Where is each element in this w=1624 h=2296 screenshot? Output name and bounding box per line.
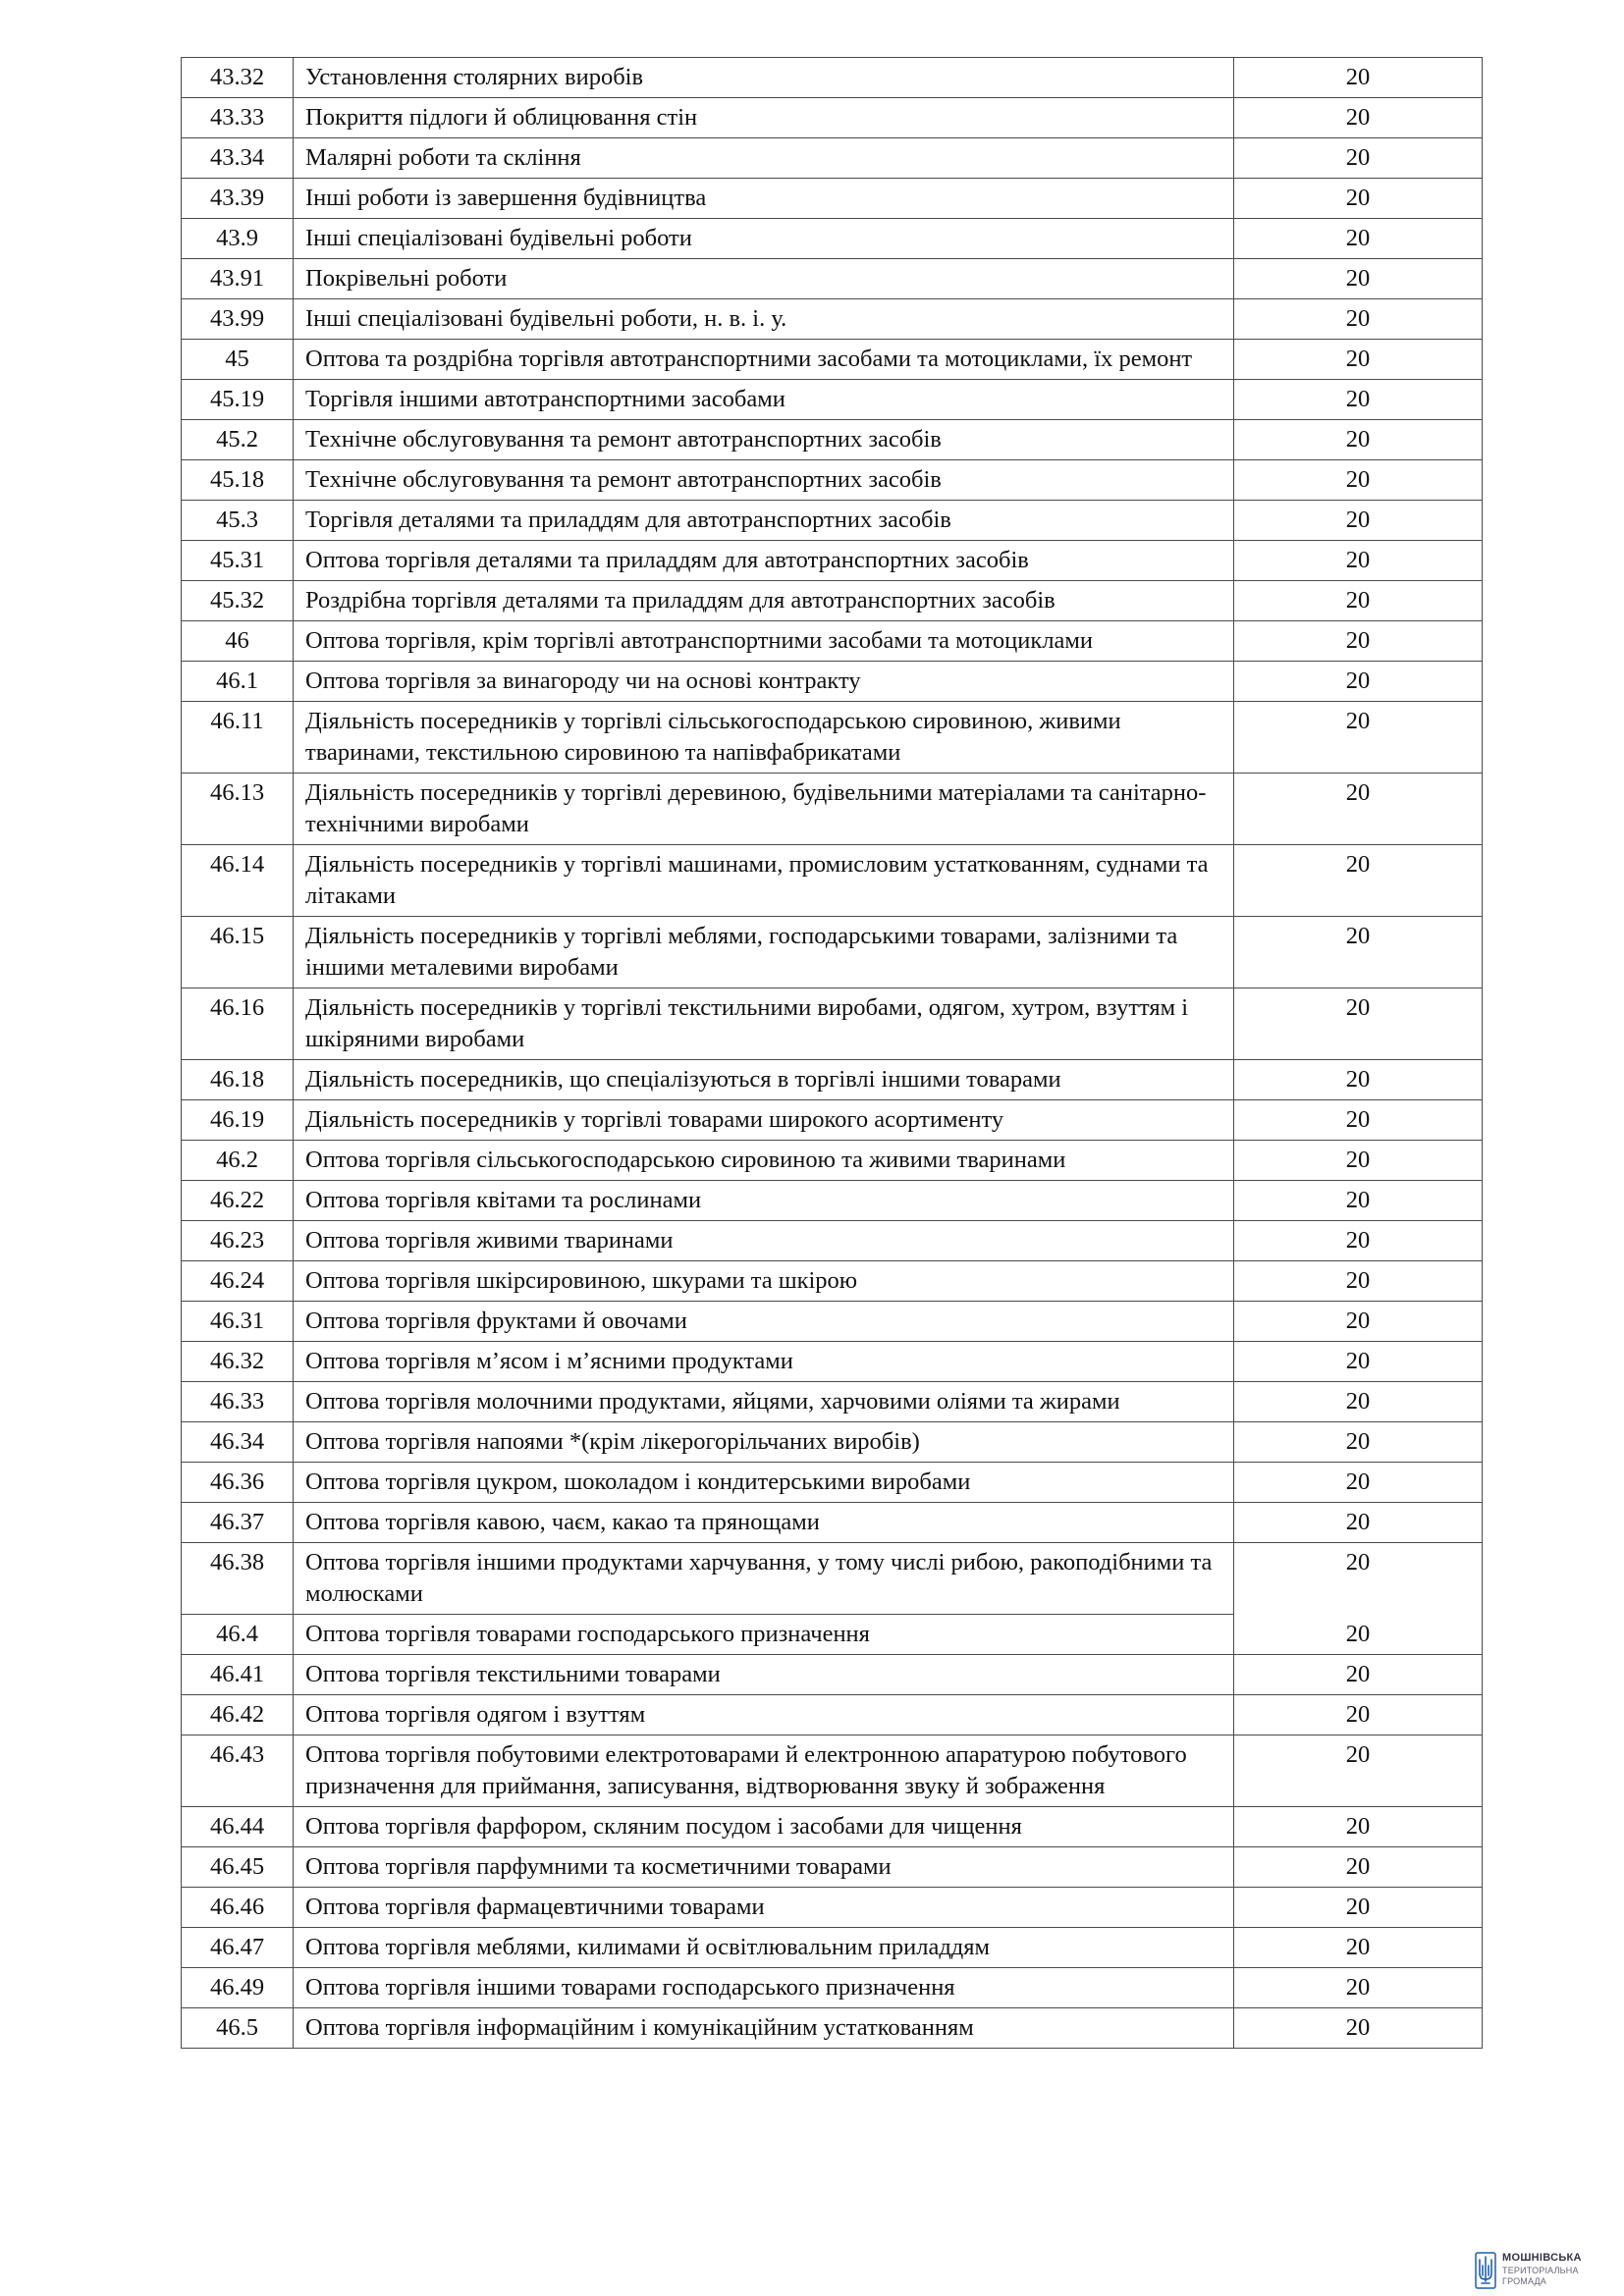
table-row <box>182 58 1483 98</box>
description-cell: Оптова торгівля шкірсировиною, шкурами та шкірою <box>294 1261 1234 1302</box>
code-cell: 46.24 <box>182 1261 294 1302</box>
code-cell: 46.2 <box>182 1141 294 1181</box>
table-row <box>182 1463 1483 1503</box>
description-cell: Оптова торгівля фарфором, скляним посудом і засобами для чищення <box>294 1807 1234 1847</box>
code-cell: 46 <box>182 621 294 662</box>
description-cell: Малярні роботи та скління <box>294 138 1234 179</box>
description-cell: Діяльність посередників у торгівлі товарами широкого асортименту <box>294 1100 1234 1141</box>
value-cell: 20 <box>1234 1735 1483 1807</box>
description-cell: Оптова торгівля побутовими електротоварами й електронною апаратурою побутового призначення для приймання, записування, відтворювання звуку й зображення <box>294 1735 1234 1807</box>
value-cell: 20 <box>1234 845 1483 917</box>
table-row <box>182 917 1483 988</box>
code-cell: 46.33 <box>182 1382 294 1422</box>
code-cell: 46.15 <box>182 917 294 988</box>
code-cell: 46.23 <box>182 1221 294 1261</box>
community-logo <box>1475 2250 1622 2293</box>
value-cell: 20 <box>1234 1888 1483 1928</box>
description-cell: Оптова торгівля іншими продуктами харчування, у тому числі рибою, ракоподібними та молюсками <box>294 1543 1234 1615</box>
value-cell: 20 <box>1234 380 1483 420</box>
description-cell: Оптова торгівля фруктами й овочами <box>294 1302 1234 1342</box>
code-cell: 46.34 <box>182 1422 294 1463</box>
value-cell: 20 <box>1234 1695 1483 1735</box>
code-cell: 45 <box>182 340 294 380</box>
code-cell: 43.34 <box>182 138 294 179</box>
code-cell: 46.46 <box>182 1888 294 1928</box>
code-cell: 46.37 <box>182 1503 294 1543</box>
table-row <box>182 340 1483 380</box>
description-cell: Оптова торгівля квітами та рослинами <box>294 1181 1234 1221</box>
value-cell: 20 <box>1234 501 1483 541</box>
code-cell: 43.39 <box>182 179 294 219</box>
value-cell: 20 <box>1234 774 1483 845</box>
code-cell: 46.11 <box>182 702 294 774</box>
table-row <box>182 1888 1483 1928</box>
code-cell: 45.18 <box>182 460 294 501</box>
table-row <box>182 1655 1483 1695</box>
value-cell: 20 <box>1234 1382 1483 1422</box>
code-cell: 43.91 <box>182 259 294 299</box>
table-row <box>182 1302 1483 1342</box>
code-cell: 43.9 <box>182 219 294 259</box>
value-cell: 20 <box>1234 1543 1483 1615</box>
table-row <box>182 1695 1483 1735</box>
value-cell: 20 <box>1234 460 1483 501</box>
description-cell: Інші роботи із завершення будівництва <box>294 179 1234 219</box>
description-cell: Оптова торгівля сільськогосподарською сировиною та живими тваринами <box>294 1141 1234 1181</box>
table-row <box>182 1100 1483 1141</box>
value-cell: 20 <box>1234 1181 1483 1221</box>
value-cell: 20 <box>1234 1221 1483 1261</box>
value-cell: 20 <box>1234 219 1483 259</box>
code-cell: 46.16 <box>182 988 294 1060</box>
code-cell: 46.22 <box>182 1181 294 1221</box>
code-cell: 46.5 <box>182 2008 294 2049</box>
code-cell: 46.49 <box>182 1968 294 2008</box>
code-cell: 45.2 <box>182 420 294 460</box>
value-cell: 20 <box>1234 259 1483 299</box>
table-body <box>182 58 1483 2049</box>
code-cell: 43.33 <box>182 98 294 138</box>
table-row <box>182 702 1483 774</box>
description-cell: Оптова торгівля одягом і взуттям <box>294 1695 1234 1735</box>
description-cell: Діяльність посередників у торгівлі меблями, господарськими товарами, залізними та іншими металевими виробами <box>294 917 1234 988</box>
description-cell: Оптова торгівля, крім торгівлі автотранспортними засобами та мотоциклами <box>294 621 1234 662</box>
description-cell: Інші спеціалізовані будівельні роботи, н. в. і. у. <box>294 299 1234 340</box>
value-cell: 20 <box>1234 1302 1483 1342</box>
description-cell: Покрівельні роботи <box>294 259 1234 299</box>
code-cell: 46.32 <box>182 1342 294 1382</box>
table-row <box>182 219 1483 259</box>
value-cell: 20 <box>1234 988 1483 1060</box>
description-cell: Оптова торгівля напоями *(крім лікерогорільчаних виробів) <box>294 1422 1234 1463</box>
value-cell: 20 <box>1234 541 1483 581</box>
table-row <box>182 138 1483 179</box>
description-cell: Діяльність посередників у торгівлі текстильними виробами, одягом, хутром, взуттям і шкіряними виробами <box>294 988 1234 1060</box>
description-cell: Оптова торгівля живими тваринами <box>294 1221 1234 1261</box>
table-row <box>182 541 1483 581</box>
description-cell: Торгівля іншими автотранспортними засобами <box>294 380 1234 420</box>
table-row <box>182 1181 1483 1221</box>
code-cell: 45.19 <box>182 380 294 420</box>
value-cell: 20 <box>1234 420 1483 460</box>
description-cell: Оптова торгівля текстильними товарами <box>294 1655 1234 1695</box>
table-row <box>182 1968 1483 2008</box>
description-cell: Роздрібна торгівля деталями та приладдям для автотранспортних засобів <box>294 581 1234 621</box>
description-cell: Технічне обслуговування та ремонт автотранспортних засобів <box>294 420 1234 460</box>
description-cell: Оптова торгівля іншими товарами господарського призначення <box>294 1968 1234 2008</box>
description-cell: Оптова торгівля цукром, шоколадом і кондитерськими виробами <box>294 1463 1234 1503</box>
value-cell: 20 <box>1234 1503 1483 1543</box>
description-cell: Діяльність посередників, що спеціалізуються в торгівлі іншими товарами <box>294 1060 1234 1100</box>
logo-subtitle-line2: ГРОМАДА <box>1502 2276 1546 2286</box>
table-row <box>182 1615 1483 1655</box>
table-row <box>182 1735 1483 1807</box>
description-cell: Діяльність посередників у торгівлі сільськогосподарською сировиною, живими тваринами, текстильною сировиною та напівфабрикатами <box>294 702 1234 774</box>
code-cell: 46.45 <box>182 1847 294 1888</box>
description-cell: Оптова торгівля за винагороду чи на основі контракту <box>294 662 1234 702</box>
trident-icon <box>1475 2252 1496 2289</box>
logo-brand-text: МОШНІВСЬКА <box>1502 2252 1582 2264</box>
table-row <box>182 1543 1483 1615</box>
table-row <box>182 988 1483 1060</box>
value-cell: 20 <box>1234 98 1483 138</box>
value-cell: 20 <box>1234 1060 1483 1100</box>
description-cell: Діяльність посередників у торгівлі машинами, промисловим устаткованням, суднами та літаками <box>294 845 1234 917</box>
description-cell: Покриття підлоги й облицювання стін <box>294 98 1234 138</box>
code-cell: 46.31 <box>182 1302 294 1342</box>
description-cell: Оптова торгівля фармацевтичними товарами <box>294 1888 1234 1928</box>
table-row <box>182 581 1483 621</box>
value-cell: 20 <box>1234 1655 1483 1695</box>
value-cell: 20 <box>1234 621 1483 662</box>
code-cell: 46.42 <box>182 1695 294 1735</box>
table-row <box>182 1261 1483 1302</box>
table-row <box>182 845 1483 917</box>
code-cell: 46.44 <box>182 1807 294 1847</box>
table-row <box>182 1847 1483 1888</box>
code-cell: 46.36 <box>182 1463 294 1503</box>
value-cell: 20 <box>1234 1342 1483 1382</box>
code-cell: 45.31 <box>182 541 294 581</box>
description-cell: Оптова торгівля деталями та приладдям для автотранспортних засобів <box>294 541 1234 581</box>
value-cell: 20 <box>1234 917 1483 988</box>
code-cell: 46.38 <box>182 1543 294 1615</box>
description-cell: Оптова торгівля парфумними та косметичними товарами <box>294 1847 1234 1888</box>
table-row <box>182 299 1483 340</box>
value-cell: 20 <box>1234 662 1483 702</box>
value-cell: 20 <box>1234 1928 1483 1968</box>
description-cell: Оптова торгівля меблями, килимами й освітлювальним приладдям <box>294 1928 1234 1968</box>
table-row <box>182 621 1483 662</box>
table-row <box>182 179 1483 219</box>
code-cell: 43.32 <box>182 58 294 98</box>
table-row <box>182 1503 1483 1543</box>
logo-subtitle-line1: ТЕРИТОРІАЛЬНА <box>1502 2266 1579 2275</box>
code-cell: 46.43 <box>182 1735 294 1807</box>
description-cell: Інші спеціалізовані будівельні роботи <box>294 219 1234 259</box>
value-cell: 20 <box>1234 1807 1483 1847</box>
value-cell: 20 <box>1234 179 1483 219</box>
value-cell: 20 <box>1234 340 1483 380</box>
table-row <box>182 1807 1483 1847</box>
value-cell: 20 <box>1234 1422 1483 1463</box>
code-cell: 46.41 <box>182 1655 294 1695</box>
table-row <box>182 420 1483 460</box>
description-cell: Оптова торгівля інформаційним і комунікаційним устаткованням <box>294 2008 1234 2049</box>
code-cell: 45.32 <box>182 581 294 621</box>
value-cell: 20 <box>1234 1463 1483 1503</box>
table-row <box>182 1141 1483 1181</box>
value-cell: 20 <box>1234 138 1483 179</box>
value-cell: 20 <box>1234 1615 1483 1655</box>
value-cell: 20 <box>1234 2008 1483 2049</box>
table-row <box>182 774 1483 845</box>
table-row <box>182 2008 1483 2049</box>
code-cell: 43.99 <box>182 299 294 340</box>
description-cell: Установлення столярних виробів <box>294 58 1234 98</box>
value-cell: 20 <box>1234 1261 1483 1302</box>
table-row <box>182 501 1483 541</box>
description-cell: Торгівля деталями та приладдям для автотранспортних засобів <box>294 501 1234 541</box>
table-row <box>182 1422 1483 1463</box>
value-cell: 20 <box>1234 1968 1483 2008</box>
table-row <box>182 98 1483 138</box>
activity-codes-table <box>181 57 1483 2049</box>
value-cell: 20 <box>1234 58 1483 98</box>
value-cell: 20 <box>1234 1847 1483 1888</box>
code-cell: 46.47 <box>182 1928 294 1968</box>
value-cell: 20 <box>1234 299 1483 340</box>
table-row <box>182 1382 1483 1422</box>
value-cell: 20 <box>1234 1141 1483 1181</box>
table-row <box>182 380 1483 420</box>
table-row <box>182 662 1483 702</box>
description-cell: Оптова торгівля молочними продуктами, яйцями, харчовими оліями та жирами <box>294 1382 1234 1422</box>
description-cell: Технічне обслуговування та ремонт автотранспортних засобів <box>294 460 1234 501</box>
code-cell: 45.3 <box>182 501 294 541</box>
description-cell: Оптова торгівля кавою, чаєм, какао та прянощами <box>294 1503 1234 1543</box>
code-cell: 46.4 <box>182 1615 294 1655</box>
code-cell: 46.13 <box>182 774 294 845</box>
description-cell: Оптова торгівля товарами господарського призначення <box>294 1615 1234 1655</box>
table-row <box>182 1221 1483 1261</box>
value-cell: 20 <box>1234 581 1483 621</box>
description-cell: Оптова торгівля м’ясом і м’ясними продуктами <box>294 1342 1234 1382</box>
description-cell: Діяльність посередників у торгівлі деревиною, будівельними матеріалами та санітарно-технічними виробами <box>294 774 1234 845</box>
table-row <box>182 1928 1483 1968</box>
description-cell: Оптова та роздрібна торгівля автотранспортними засобами та мотоциклами, їх ремонт <box>294 340 1234 380</box>
value-cell: 20 <box>1234 1100 1483 1141</box>
code-cell: 46.14 <box>182 845 294 917</box>
table-row <box>182 460 1483 501</box>
table-row <box>182 259 1483 299</box>
code-cell: 46.1 <box>182 662 294 702</box>
value-cell: 20 <box>1234 702 1483 774</box>
table-row <box>182 1342 1483 1382</box>
code-cell: 46.18 <box>182 1060 294 1100</box>
table-row <box>182 1060 1483 1100</box>
code-cell: 46.19 <box>182 1100 294 1141</box>
